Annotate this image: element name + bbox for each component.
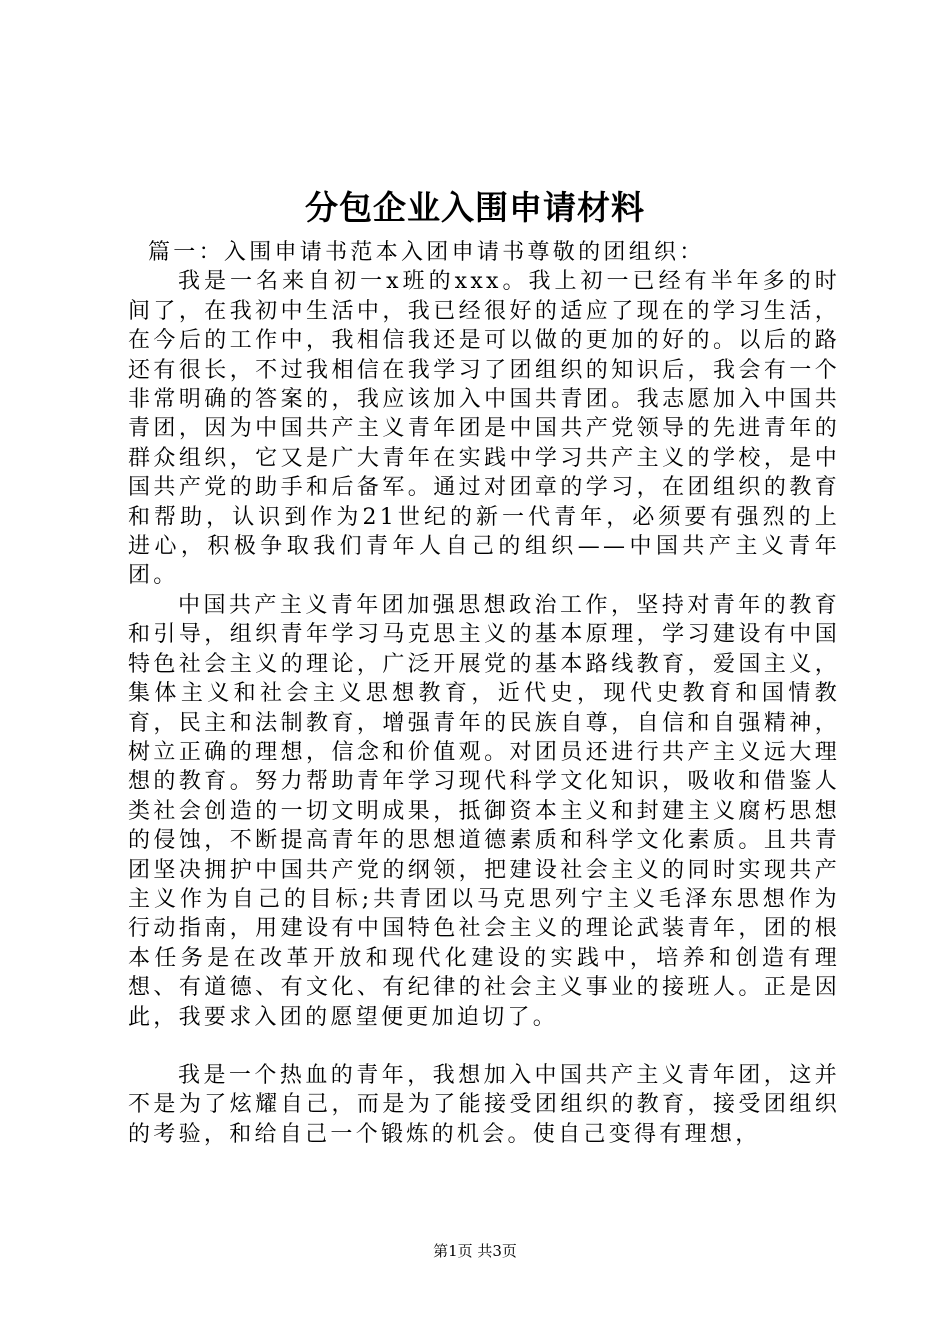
paragraph-2: 中国共产主义青年团加强思想政治工作，坚持对青年的教育和引导，组织青年学习马克思主义的基本原理，学习建设有中国特色社会主义的理论，广泛开展党的基本路线教育，爱国主义，集体主义和社会主义思想教育，近代史，现代史教育和国情教育，民主和法制教育，增强青年的民族自尊，自信和自强精神，树立正确的理想，信念和价值观。对团员还进行共产主义远大理想的教育。努力帮助青年学习现代科学文化知识，吸收和借鉴人类社会创造的一切文明成果，抵御资本主义和封建主义腐朽思想的侵蚀，不断提高青年的思想道德素质和科学文化素质。且共青团坚决拥护中国共产党的纲领，把建设社会主义的同时实现共产主义作为自己的目标;共青团以马克思列宁主义毛泽东思想作为行动指南，用建设有中国特色社会主义的理论武装青年，团的根本任务是在改革开放和现代化建设的实践中，培养和创造有理想、有道德、有文化、有纪律的社会主义事业的接班人。正是因此，我要求入团的愿望便更加迫切了。 [128,592,840,1030]
document-body [128,238,840,1149]
document-title: 分包企业入围申请材料 [305,188,645,227]
paragraph-3: 我是一个热血的青年，我想加入中国共产主义青年团，这并不是为了炫耀自己，而是为了能接受团组织的教育，接受团组织的考验，和给自己一个锻炼的机会。使自己变得有理想， [128,1062,840,1147]
paragraph-1: 我是一名来自初一x班的xxx。我上初一已经有半年多的时间了，在我初中生活中，我已经很好的适应了现在的学习生活，在今后的工作中，我相信我还是可以做的更加的好的。以后的路还有很长，不过我相信在我学习了团组织的知识后，我会有一个非常明确的答案的，我应该加入中国共青团。我志愿加入中国共青团，因为中国共产主义青年团是中国共产党领导的先进青年的群众组织，它又是广大青年在实践中学习共产主义的学校，是中国共产党的助手和后备军。通过对团章的学习，在团组织的教育和帮助，认识到作为21世纪的新一代青年，必须要有强烈的上进心，积极争取我们青年人自己的组织——中国共产主义青年团。 [128,269,840,589]
page-number-footer: 第1页 共3页 [433,1242,517,1260]
paragraph-intro: 篇一：入围申请书范本入团申请书尊敬的团组织： [148,240,705,265]
